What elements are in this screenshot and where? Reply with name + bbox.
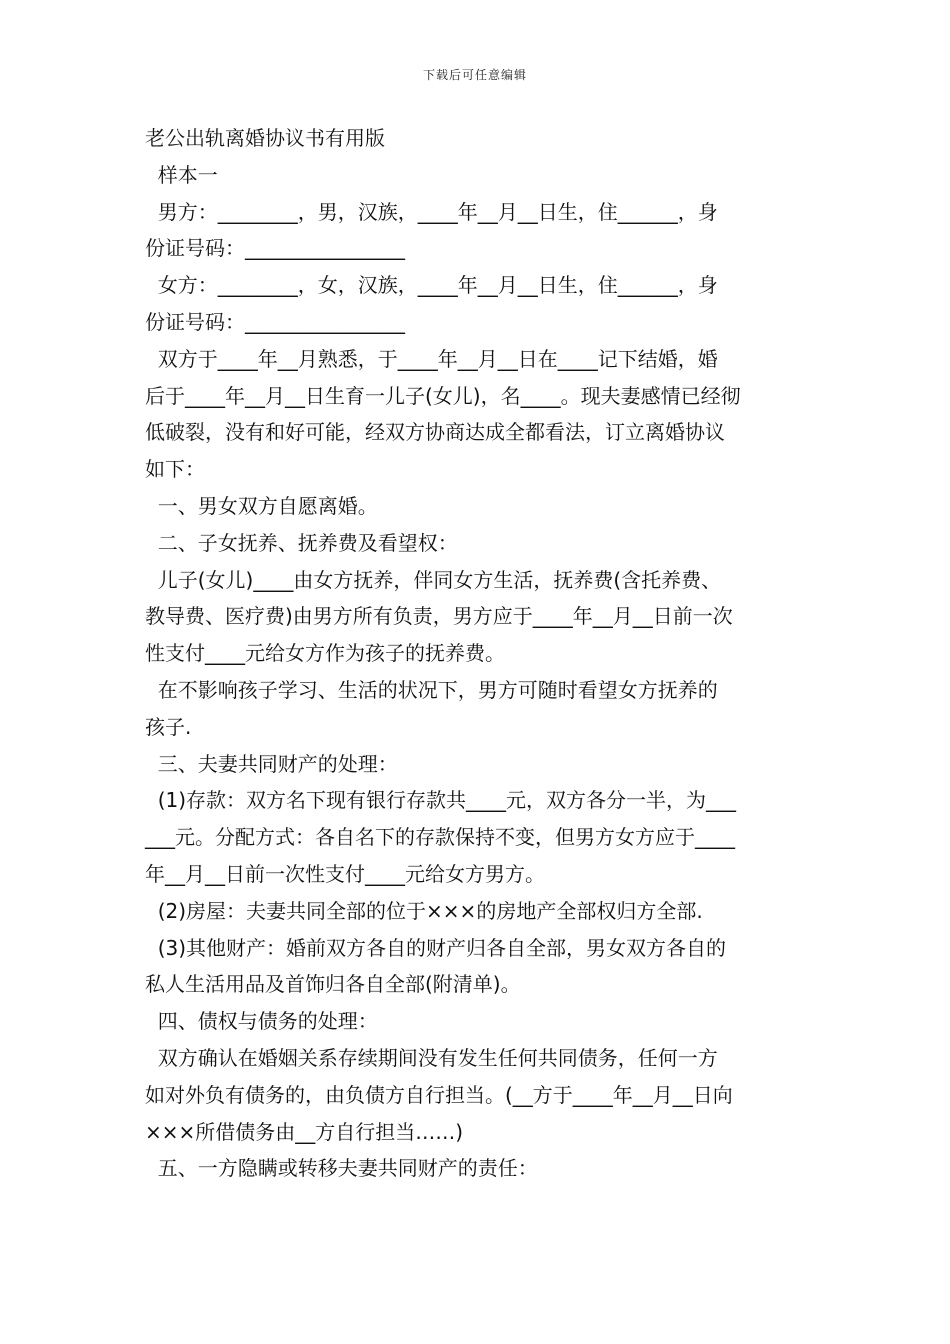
text-line: (3)其他财产：婚前双方各自的财产归各自全部，男女双方各自的 [145,935,727,960]
text-line: 份证号码：________________ [145,236,405,261]
text-line: 低破裂，没有和好可能，经双方协商达成全都看法，订立离婚协议 [145,420,725,445]
text-line: 教导费、医疗费)由男方所有负责，男方应于____年__月__日前一次 [145,604,733,629]
text-line: 双方确认在婚姻关系存续期间没有发生任何共同债务，任何一方 [145,1045,718,1070]
text-line: 男方：________，男，汉族，____年__月__日生，住______，身 [145,199,718,224]
text-line: (2)房屋：夫妻共同全部的位于×××的房地产全部权归方全部. [145,898,703,923]
text-line: 孩子. [145,714,192,739]
section-heading: 二、子女抚养、抚养费及看望权： [145,530,458,555]
text-line: 儿子(女儿)____由女方抚养，伴同女方生活，抚养费(含托养费、 [145,567,722,592]
text-line: ___元。分配方式：各自名下的存款保持不变，但男方女方应于____ [145,825,735,850]
text-line: 年__月__日前一次性支付____元给女方男方。 [145,861,545,886]
section-heading: 五、一方隐瞒或转移夫妻共同财产的责任： [145,1156,538,1181]
document-body [145,120,807,1187]
section-heading: 四、债权与债务的处理： [145,1009,378,1034]
section-heading: 三、夫妻共同财产的处理： [145,751,398,776]
text-line: 性支付____元给女方作为孩子的抚养费。 [145,641,505,666]
text-line: 双方于____年__月熟悉，于____年__月__日在____记下结婚，婚 [145,346,718,371]
text-line: ×××所借债务由__方自行担当……) [145,1119,464,1144]
text-line: 在不影响孩子学习、生活的状况下，男方可随时看望女方抚养的 [145,677,718,702]
text-line: 如下： [145,457,205,482]
text-line: (1)存款：双方名下现有银行存款共____元，双方各分一半，为___ [145,788,737,813]
text-line: 后于____年__月__日生育一儿子(女儿)，名____。现夫妻感情已经彻 [145,383,741,408]
text-line: 如对外负有债务的，由负债方自行担当。(__方于____年__月__日向 [145,1082,733,1107]
text-line: 样本一 [145,162,218,187]
header-note: 下载后可任意编辑 [422,68,527,82]
text-line: 私人生活用品及首饰归各自全部(附清单)。 [145,972,521,997]
text-line: 女方：________，女，汉族，____年__月__日生，住______，身 [145,273,718,298]
text-line: 份证号码：________________ [145,309,405,334]
section-heading: 一、男女双方自愿离婚。 [145,493,378,518]
document-title: 老公出轨离婚协议书有用版 [145,126,385,150]
